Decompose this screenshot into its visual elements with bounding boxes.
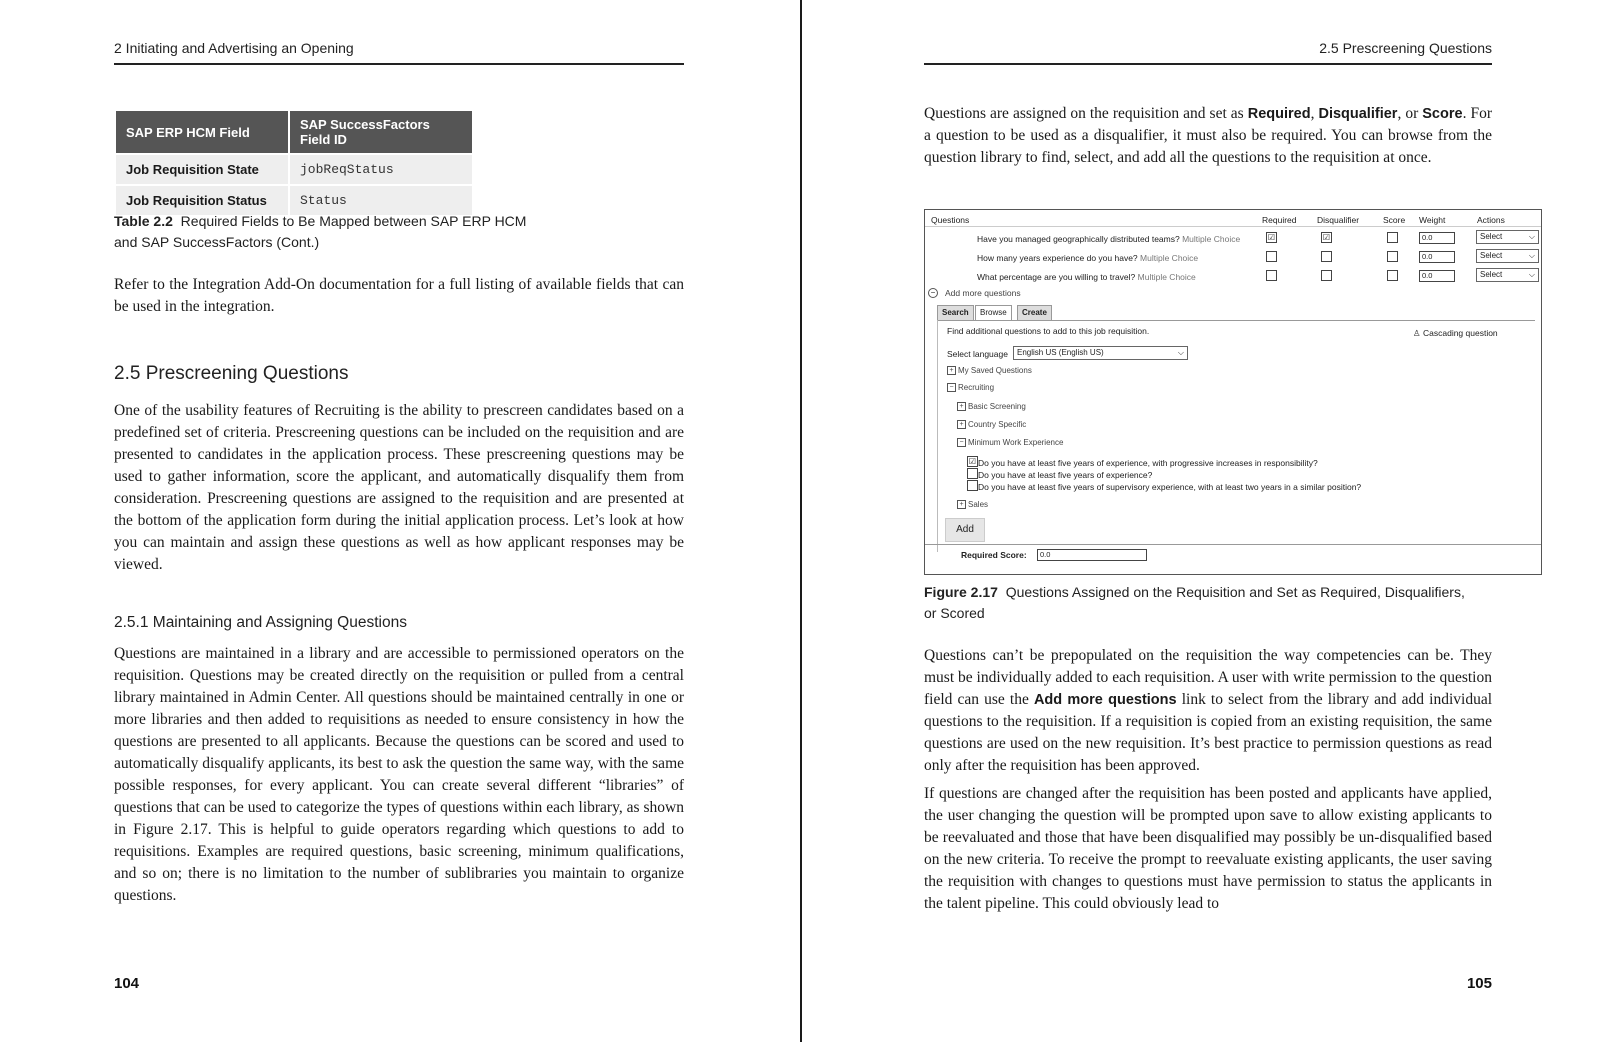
cascading-question[interactable] [1413,328,1498,339]
weight-input[interactable]: 0.0 [1419,251,1455,263]
table-caption-line1: Required Fields to Be Mapped between SAP ERP HCM [180,213,527,229]
tab-browse[interactable]: Browse [975,305,1012,321]
tree-item-country-specific[interactable] [957,420,1026,429]
table-cell: Job Requisition State [116,155,288,184]
table-caption-label: Table 2.2 [114,213,173,229]
minus-circle-icon[interactable]: − [928,288,938,298]
required-term: Required [1247,106,1311,122]
question-row[interactable] [977,253,1198,263]
tree-item-basic-screening[interactable] [957,402,1026,411]
tree-item-my-saved[interactable] [947,366,1032,375]
question-text: Have you managed geographically distributed teams? [977,234,1180,244]
paragraph [924,103,1492,169]
action-select-value: Select [1480,232,1503,241]
tree-label: Minimum Work Experience [968,438,1064,447]
text-run: Questions are assigned on the requisition and set as [924,105,1248,122]
table-cell: Job Requisition Status [116,186,288,215]
col-required: Required [1262,215,1297,225]
figure-caption-line1: Questions Assigned on the Requisition and Set as Required, Disqualifiers, [1005,584,1465,600]
tree-item-recruiting[interactable] [947,383,994,392]
required-score-label: Required Score: [961,550,1027,560]
question-text: What percentage are you willing to travel? [977,272,1136,282]
question-type: Multiple Choice [1137,272,1196,282]
language-select-value: English US (English US) [1017,348,1104,357]
weight-input[interactable]: 0.0 [1419,232,1455,244]
action-select-value: Select [1480,251,1503,260]
table-header-cell: SAP ERP HCM Field [116,111,288,153]
header-divider [925,226,1541,227]
tab-create[interactable]: Create [1017,305,1052,321]
paragraph: If questions are changed after the requisition has been posted and applicants have applied, the user changing the question will be prompted upon save to allow existing applicants to be reevaluated and those that have been disqualified may possibly be un-disqualified based on the new criteria. To receive the prompt to reevaluate existing applicants, the user saving the requisition with changes to questions must have permission to status the applicants in the talent pipeline. This could obviously lead to [924,785,1492,912]
chevron-down-icon: ⌵ [1177,348,1184,357]
language-label: Select language [947,349,1008,359]
action-select[interactable] [1476,249,1539,263]
add-more-questions-term: Add more questions [1033,692,1177,708]
tree-label: My Saved Questions [958,366,1032,375]
figure-screenshot [924,209,1542,575]
expand-icon: + [957,402,966,411]
collapse-icon: − [957,438,966,447]
disqualifier-checkbox[interactable] [1321,270,1332,281]
library-question-text: Do you have at least five years of experience? [978,470,1153,480]
person-icon: ♙ [1413,328,1421,338]
tree-label: Country Specific [968,420,1027,429]
footer-divider [925,544,1541,545]
library-question-checkbox[interactable] [967,480,978,491]
disqualifier-term: Disqualifier [1318,106,1398,122]
chevron-down-icon: ⌵ [1528,270,1535,279]
text-run: , [1310,105,1319,122]
question-row[interactable] [977,272,1196,282]
paragraph: One of the usability features of Recruiting is the ability to prescreen candidates based on a predefined set of criteria. Prescreening questions can be included on the requisition and are presented to candidates in the application process. These prescreening questions may be used to gather information, score the applicant, and automatically disqualify them from consideration. Prescreening questions are assigned to the requisition and are presented at the bottom of the application form during the initial application process. Let’s look at how you can maintain and assign these questions as well as how applicant responses may be viewed. [114,402,684,573]
figure-caption [924,582,1504,624]
figure-caption-label: Figure 2.17 [924,584,998,600]
weight-input[interactable]: 0.0 [1419,270,1455,282]
library-question-text: Do you have at least five years of experience, with progressive increases in responsibility? [978,458,1318,468]
score-term: Score [1422,106,1463,122]
action-select[interactable] [1476,268,1539,282]
required-checkbox[interactable] [1266,251,1277,262]
body-text [924,645,1492,921]
text-run: , or [1397,105,1423,122]
paragraph: Refer to the Integration Add-On documentation for a full listing of available fields that can be used in the integration. [114,276,684,315]
action-select[interactable] [1476,230,1539,244]
library-question-checkbox[interactable] [967,468,978,479]
score-checkbox[interactable] [1387,270,1398,281]
question-type: Multiple Choice [1182,234,1241,244]
question-row[interactable] [977,234,1240,244]
subsection-heading: 2.5.1 Maintaining and Assigning Questions [114,614,407,631]
section-heading: 2.5 Prescreening Questions [114,363,349,384]
col-weight: Weight [1419,215,1446,225]
col-disqualifier: Disqualifier [1317,215,1360,225]
tree-item-minimum-work[interactable] [957,438,1063,447]
cascading-label: Cascading question [1423,328,1498,338]
score-checkbox[interactable] [1387,232,1398,243]
score-checkbox[interactable] [1387,251,1398,262]
collapse-icon: − [947,383,956,392]
table-header-cell: SAP SuccessFactors Field ID [290,111,472,153]
required-score-input[interactable]: 0.0 [1037,549,1147,561]
body-text [924,103,1492,175]
col-score: Score [1383,215,1406,225]
tree-label: Basic Screening [968,402,1026,411]
header-rule [924,63,1492,65]
text-run: link to select from the library and add individual questions to the requisition. If a requisition is copied from an existing requisition, the same questions are used on the new requisition. It’s best practice to permission questions as read only after the requisition has been approved. [924,691,1492,774]
required-checkbox[interactable]: ☑ [1267,233,1276,242]
col-questions: Questions [931,215,970,225]
tree-item-sales[interactable] [957,500,988,509]
language-select[interactable] [1013,346,1188,360]
chevron-down-icon: ⌵ [1528,232,1535,241]
question-type: Multiple Choice [1140,253,1199,263]
expand-icon: + [957,420,966,429]
tab-panel-border [937,320,938,552]
tree-label: Recruiting [958,383,995,392]
running-head-left: 2 Initiating and Advertising an Opening [114,40,354,56]
text-run: Questions can’t be prepopulated on the requisition the way competencies can be. They must be individually added to each requisition. A user with write permission to the question field can use the [924,647,1492,708]
table-cell: Status [290,186,472,215]
tab-panel-border [937,320,1535,321]
disqualifier-checkbox[interactable] [1321,251,1332,262]
library-question-checkbox[interactable]: ☑ [968,457,977,466]
paragraph: Questions are maintained in a library and are accessible to permissioned operators on the requisition. Questions may be created directly on the requisition or pulled from a central library maintained in Admin Center. All questions should be maintained centrally in one or more libraries and then added to requisitions as needed to ensure consistency in how the questions are presented to all applicants. Because the questions can be scored and used to automatically disqualify applicants, its best to ask the question the same way, with the same possible responses, for every applicant. You can create several different “libraries” of questions that can be used to categorize the types of questions within each library, as shown in Figure 2.17. This is helpful to guide operators regarding which questions to add to requisitions. Examples are required questions, basic screening, minimum qualifications, and so on; there is no limitation to the number of sublibraries you maintain to organize questions. [114,645,684,904]
library-question-text: Do you have at least five years of supervisory experience, with at least two years in a similar position? [978,482,1362,492]
chevron-down-icon: ⌵ [1528,251,1535,260]
col-actions: Actions [1477,215,1505,225]
running-head-right: 2.5 Prescreening Questions [1319,40,1492,56]
table-caption-line2: and SAP SuccessFactors (Cont.) [114,234,320,250]
tab-search[interactable]: Search [937,305,974,321]
paragraph [924,645,1492,777]
expand-icon: + [957,500,966,509]
page-number-right: 105 [1466,975,1492,992]
text-run: . For a question to be used as a disqualifier, it must also be required. You can browse from the question library to find, select, and add all the questions to the requisition at once. [924,105,1493,166]
table-cell: jobReqStatus [290,155,472,184]
add-more-questions-link[interactable]: Add more questions [945,288,1021,298]
page-number-left: 104 [114,975,140,992]
add-button[interactable]: Add [945,518,985,542]
find-instructions: Find additional questions to add to this job requisition. [947,326,1150,336]
required-checkbox[interactable] [1266,270,1277,281]
tree-label: Sales [968,500,989,509]
question-text: How many years experience do you have? [977,253,1138,263]
figure-caption-line2: or Scored [924,605,985,621]
action-select-value: Select [1480,270,1503,279]
expand-icon: + [947,366,956,375]
disqualifier-checkbox[interactable]: ☑ [1322,233,1331,242]
